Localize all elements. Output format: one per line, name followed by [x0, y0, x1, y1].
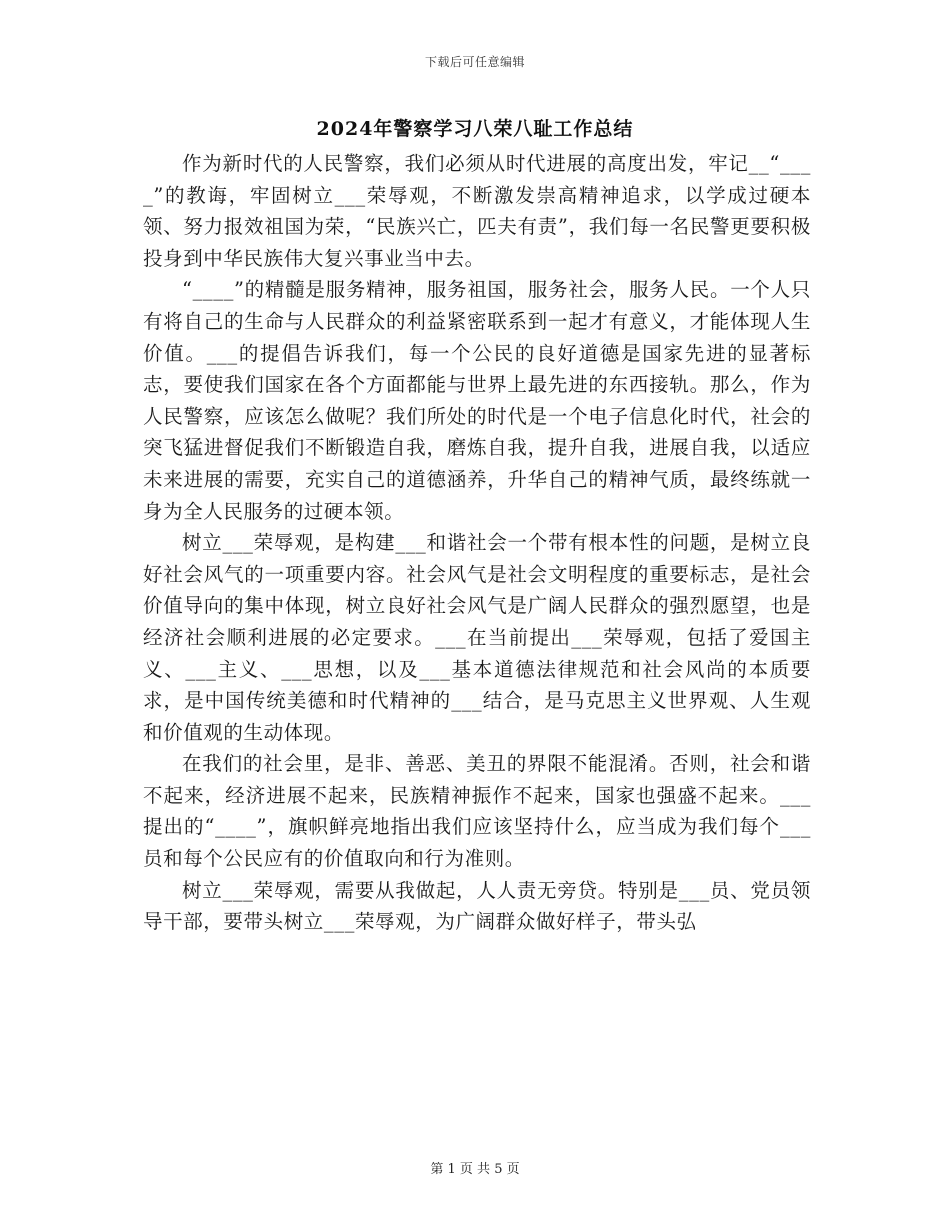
page-number-footer: 第 1 页 共 5 页: [430, 1162, 520, 1177]
page-header-note: 下载后可任意编辑: [424, 55, 525, 69]
paragraph-4: 在我们的社会里，是非、善恶、美丑的界限不能混淆。否则，社会和谐不起来，经济进展不起来，民族精神振作不起来，国家也强盛不起来。___提出的“____”，旗帜鲜亮地指出我们应该坚持什么，应当成为我们每个___员和每个公民应有的价值取向和行为准则。: [143, 752, 811, 871]
paragraph-5: 树立___荣辱观，需要从我做起，人人责无旁贷。特别是___员、党员领导干部，要带头树立___荣辱观，为广阔群众做好样子，带头弘: [143, 878, 811, 934]
document-body: [143, 148, 811, 938]
paragraph-1: 作为新时代的人民警察，我们必须从时代进展的高度出发，牢记__“____”的教诲，牢固树立___荣辱观，不断激发崇高精神追求，以学成过硬本领、努力报效祖国为荣，“民族兴亡，匹夫有责”，我们每一名民警更要积极投身到中华民族伟大复兴事业当中去。: [143, 152, 811, 270]
document-title: 2024年警察学习八荣八耻工作总结: [316, 118, 634, 140]
paragraph-2: “____”的精髓是服务精神，服务祖国，服务社会，服务人民。一个人只有将自己的生命与人民群众的利益紧密联系到一起才有意义，才能体现人生价值。___的提倡告诉我们，每一个公民的良好道德是国家先进的显著标志，要使我们国家在各个方面都能与世界上最先进的东西接轨。那么，作为人民警察，应该怎么做呢？我们所处的时代是一个电子信息化时代，社会的突飞猛进督促我们不断锻造自我，磨炼自我，提升自我，进展自我，以适应未来进展的需要，充实自己的道德涵养，升华自己的精神气质，最终练就一身为全人民服务的过硬本领。: [143, 278, 811, 523]
paragraph-3: 树立___荣辱观，是构建___和谐社会一个带有根本性的问题，是树立良好社会风气的一项重要内容。社会风气是社会文明程度的重要标志，是社会价值导向的集中体现，树立良好社会风气是广阔人民群众的强烈愿望，也是经济社会顺利进展的必定要求。___在当前提出___荣辱观，包括了爱国主义、___主义、___思想，以及___基本道德法律规范和社会风尚的本质要求，是中国传统美德和时代精神的___结合，是马克思主义世界观、人生观和价值观的生动体现。: [143, 531, 811, 744]
